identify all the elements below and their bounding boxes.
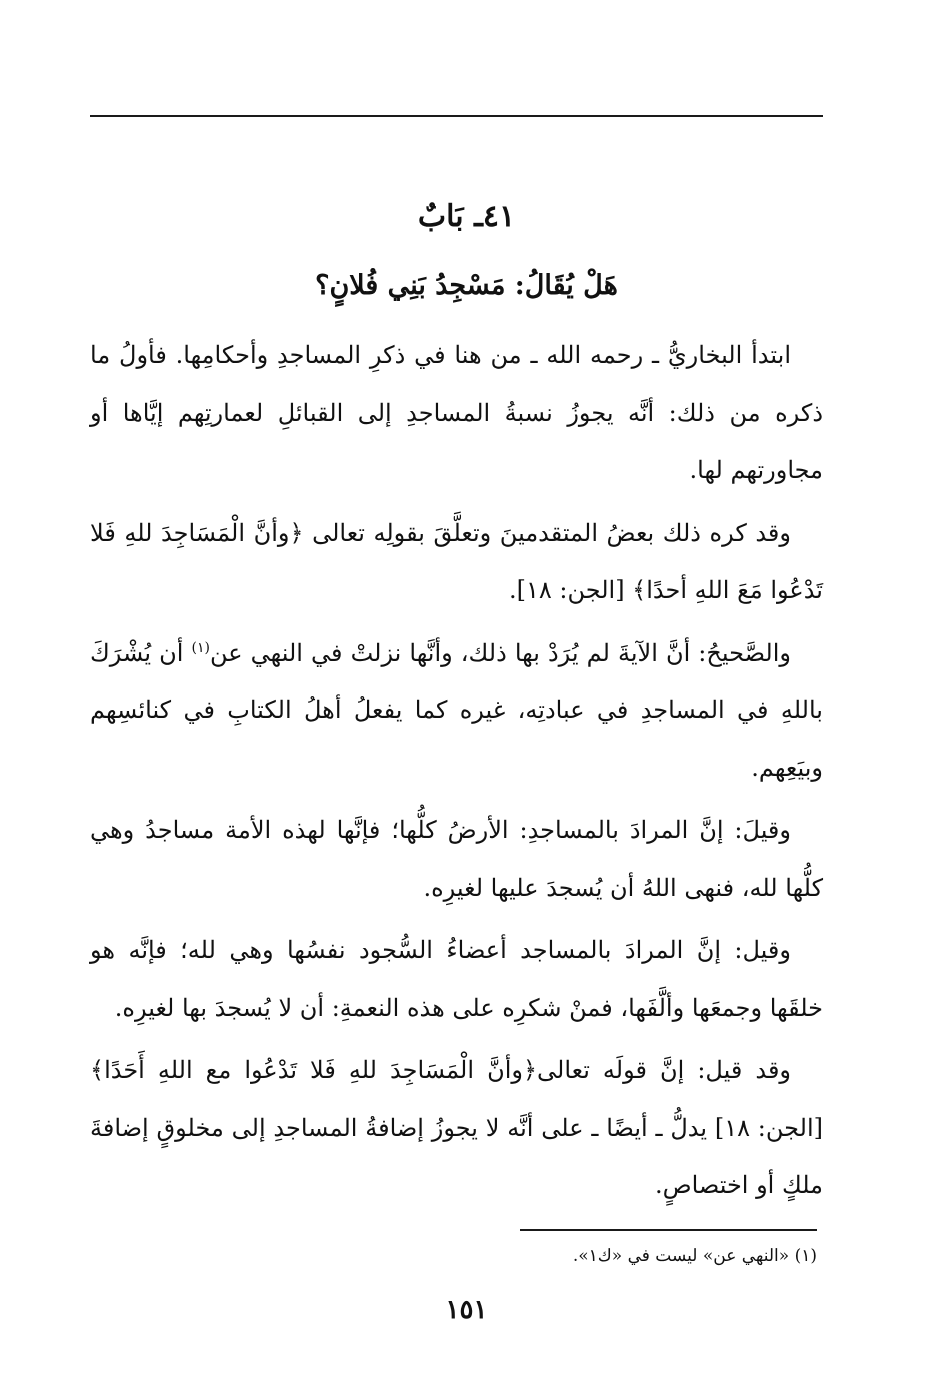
footnote: (١) «النهي عن» ليست في «ك١». (572, 1246, 817, 1266)
paragraph-4: وقيلَ: إنَّ المرادَ بالمساجدِ: الأرضُ كلُّها؛ فإنَّها لهذه الأمة مساجدُ وهي كلُّها لله، فنهى اللهُ أن يُسجدَ عليها لغيرِه. (90, 816, 823, 902)
chapter-title: ٤١ـ بَابٌ (417, 199, 516, 234)
paragraph-1: ابتدأ البخاريُّ ـ رحمه الله ـ من هنا في ذكرِ المساجدِ وأحكامِها. فأولُ ما ذكره من ذلك: أنَّه يجوزُ نسبةُ المساجدِ إلى القبائلِ لعمارتِهم إيَّاها أو مجاورتهم لها. (90, 341, 823, 484)
paragraph-6: وقد قيل: إنَّ قولَه تعالى﴿وأنَّ الْمَسَاجِدَ للهِ فَلا تَدْعُوا مع اللهِ أَحَدًا﴾ [الجن: ١٨] يدلُّ ـ أيضًا ـ على أنَّه لا يجوزُ إضافةُ المساجدِ إلى مخلوقٍ إضافةَ ملكٍ أو اختصاصٍ. (90, 1056, 824, 1199)
main-text (90, 327, 823, 1220)
paragraph-3-text-a: والصَّحيحُ: أنَّ الآيةَ لم يُرَدْ بها ذلك، وأنَّها نزلتْ في النهي عن (210, 638, 792, 667)
paragraph-5: وقيل: إنَّ المرادَ بالمساجد أعضاءُ السُّجود نفسُها وهي لله؛ فإنَّه هو خلقَها وجمعَها وألَّفَها، فمنْ شكرِه على هذه النعمةِ: أن لا يُسجدَ بها لغيرِه. (90, 936, 823, 1022)
footnote-separator (520, 1229, 817, 1231)
page-number: ١٥١ (445, 1295, 488, 1325)
paragraph-3 (90, 625, 823, 798)
paragraph-3-text-b: أن يُشْرَكَ باللهِ في المساجدِ في عبادتِه، غيره كما يفعلُ أهلُ الكتابِ في كنائسِهم وبيَعِهم. (90, 638, 823, 782)
chapter-subtitle: هَلْ يُقَالُ: مَسْجِدُ بَنِي فُلانٍ؟ (315, 270, 618, 301)
header-rule (90, 115, 823, 117)
paragraph-2: وقد كره ذلك بعضُ المتقدمينَ وتعلَّقَ بقولِه تعالى ﴿وأنَّ الْمَسَاجِدَ للهِ فَلا تَدْعُوا مَعَ اللهِ أحدًا﴾ [الجن: ١٨]. (90, 518, 823, 604)
footnote-marker: (١) (191, 639, 211, 656)
